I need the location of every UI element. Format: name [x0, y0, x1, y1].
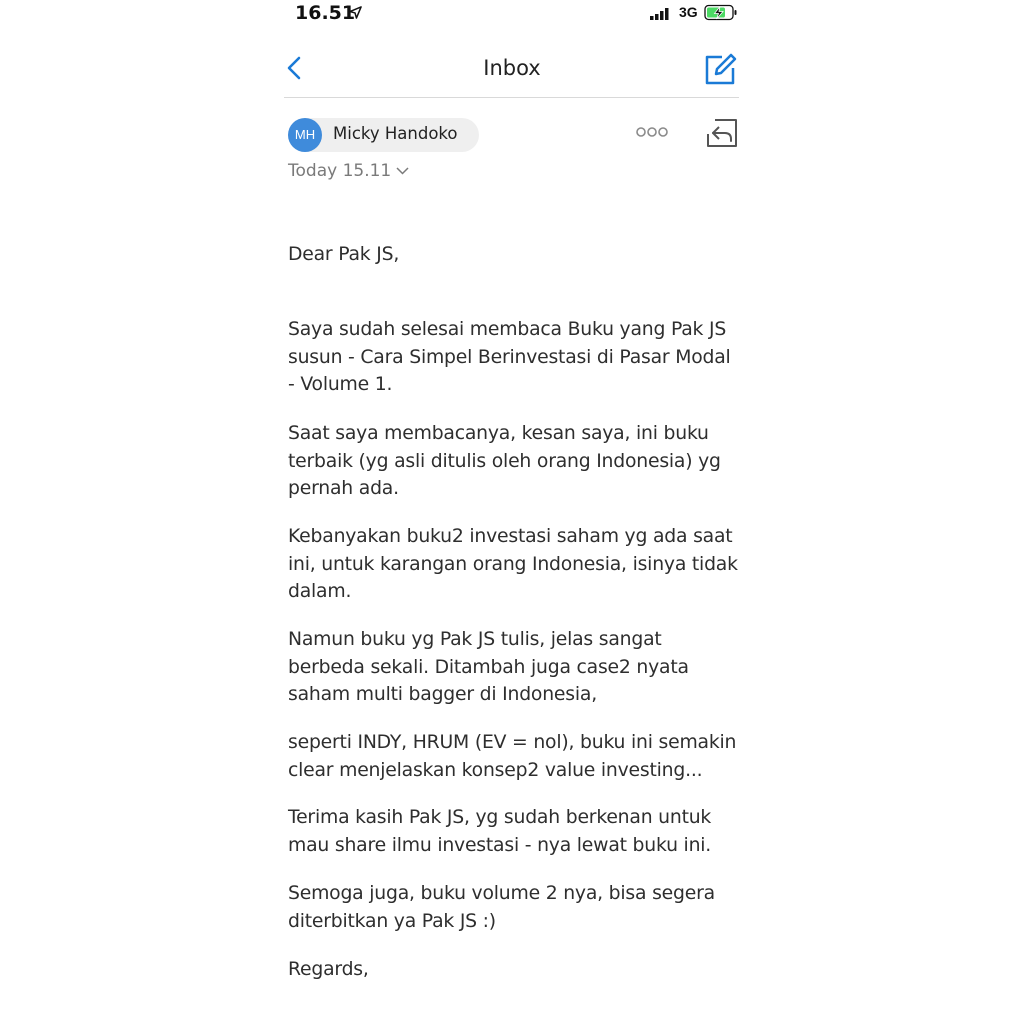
header-divider: [284, 97, 739, 98]
status-time: 16.51: [295, 2, 356, 24]
message-paragraph: Kebanyakan buku2 investasi saham yg ada saat ini, untuk karangan orang Indonesia, isinya tidak dalam.: [288, 526, 738, 602]
message-greeting: Dear Pak JS,: [288, 244, 400, 265]
message-date-label: Today 15.11: [288, 161, 392, 181]
message-paragraph: Terima kasih Pak JS, yg sudah berkenan untuk mau share ilmu investasi - nya lewat buku ini.: [288, 807, 712, 856]
chevron-down-icon: [396, 167, 409, 175]
message-paragraph: Saat saya membacanya, kesan saya, ini buku terbaik (yg asli ditulis oleh orang Indonesia) yg pernah ada.: [288, 423, 721, 499]
message-paragraph: Namun buku yg Pak JS tulis, jelas sangat berbeda sekali. Ditambah juga case2 nyata saham multi bagger di Indonesia,: [288, 629, 689, 705]
signal-icon: [650, 8, 672, 20]
battery-charging-icon: [704, 4, 738, 21]
message-signoff: Regards,: [288, 959, 369, 980]
more-dots-icon[interactable]: [636, 124, 668, 140]
sender-name: Micky Handoko: [333, 124, 458, 143]
message-paragraph: seperti INDY, HRUM (EV = nol), buku ini semakin clear menjelaskan konsep2 value investing...: [288, 732, 737, 781]
message-date[interactable]: [288, 161, 409, 181]
reply-icon[interactable]: [706, 118, 738, 148]
page-title: Inbox: [483, 56, 541, 80]
location-arrow-icon: [349, 6, 362, 19]
compose-icon[interactable]: [703, 52, 737, 86]
avatar: MH: [288, 118, 322, 152]
message-paragraph: Saya sudah selesai membaca Buku yang Pak JS susun - Cara Simpel Berinvestasi di Pasar Modal - Volume 1.: [288, 319, 731, 395]
message-paragraph: Semoga juga, buku volume 2 nya, bisa segera diterbitkan ya Pak JS :): [288, 883, 715, 932]
network-type: 3G: [679, 4, 698, 20]
